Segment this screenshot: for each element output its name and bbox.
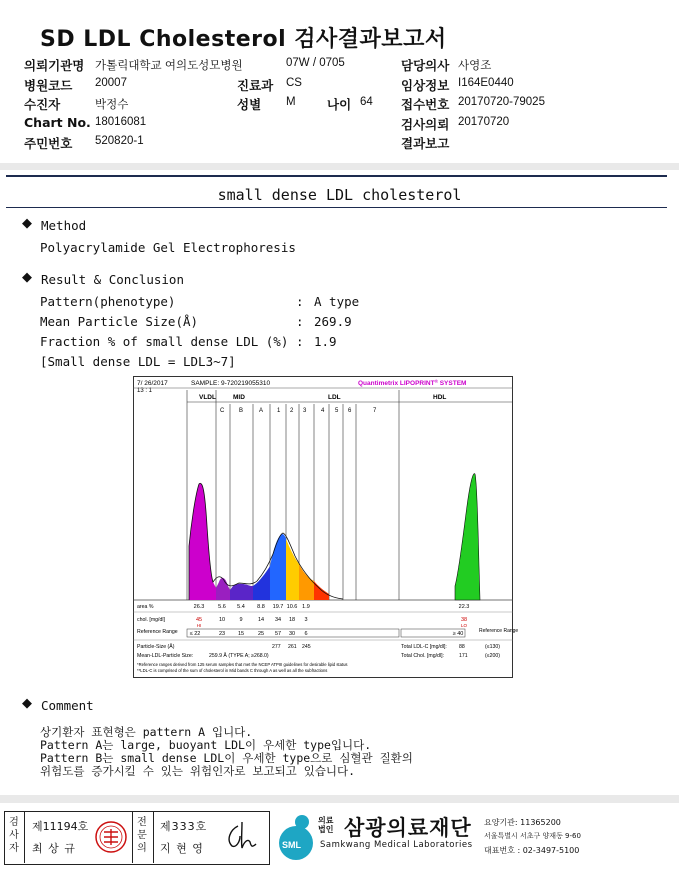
group-hdl: HDL bbox=[433, 394, 447, 401]
signature-mark bbox=[224, 818, 264, 854]
specialist-license: 제333호 bbox=[160, 820, 208, 833]
svg-text:8.8: 8.8 bbox=[257, 604, 265, 610]
group-ldl: LDL bbox=[328, 394, 341, 401]
comment-line-1: 상기환자 표현형은 pattern A 입니다. bbox=[40, 725, 253, 739]
result-note: [Small dense LDL = LDL3~7] bbox=[40, 354, 236, 369]
comment-line-2: Pattern A는 large, buoyant LDL이 우세한 type입니다. bbox=[40, 738, 372, 752]
patient-value: 박정수 bbox=[95, 99, 129, 111]
mean-value: 259.9 Å (TYPE A; ≥268.0) bbox=[209, 653, 269, 659]
svg-text:14: 14 bbox=[257, 617, 265, 623]
org-phone: 대표번호 : 02-3497-5100 bbox=[484, 846, 580, 855]
ref-label-right: Reference Range bbox=[479, 628, 519, 634]
sml-logo-icon bbox=[272, 812, 318, 862]
institution-code: 요양기관: 11365200 bbox=[484, 818, 561, 827]
chart-brand: Quantimetrix LIPOPRINT® SYSTEM bbox=[358, 379, 467, 387]
footnote-1: *Reference ranges derived from 125 serum samples that met the NCEP ATPIII guidelines for desirable lipid status bbox=[137, 662, 348, 667]
svg-text:30: 30 bbox=[288, 631, 296, 637]
divider-bar bbox=[0, 163, 679, 170]
section-title: small dense LDL cholesterol bbox=[217, 186, 462, 204]
svg-text:277: 277 bbox=[272, 644, 281, 650]
chart-sub: 13 : 1 bbox=[137, 388, 153, 394]
dept-label: 진료과 bbox=[237, 78, 274, 93]
role-specialist: 전문의 bbox=[137, 817, 147, 854]
band-a: A bbox=[259, 408, 264, 414]
result-sep: : bbox=[296, 314, 304, 329]
result-sep: : bbox=[296, 334, 304, 349]
svg-text:22.3: 22.3 bbox=[458, 604, 470, 610]
svg-text:45: 45 bbox=[195, 617, 203, 623]
patient-label: 수진자 bbox=[24, 97, 61, 112]
result-value-fraction: 1.9 bbox=[314, 334, 337, 349]
role-tester: 검사자 bbox=[9, 817, 19, 854]
comment-line-3: Pattern B는 small dense LDL이 우세한 type으로 심혈관 질환의 bbox=[40, 751, 413, 765]
svg-text:5.4: 5.4 bbox=[237, 604, 245, 610]
group-mid: MID bbox=[233, 394, 245, 401]
svg-text:88: 88 bbox=[459, 644, 465, 650]
section-top-rule bbox=[6, 175, 667, 177]
receipt-no-value: 20170720-79025 bbox=[458, 96, 545, 108]
hospital-label: 의뢰기관명 bbox=[24, 58, 85, 73]
hospital-code-value: 20007 bbox=[95, 77, 127, 89]
svg-text:HI: HI bbox=[196, 623, 202, 628]
svg-text:34: 34 bbox=[274, 617, 282, 623]
group-vldl: VLDL bbox=[199, 394, 216, 401]
mid-b-peak bbox=[230, 584, 253, 600]
sex-label: 성별 bbox=[237, 97, 262, 112]
clinical-info-label: 임상정보 bbox=[401, 78, 450, 93]
svg-text:3: 3 bbox=[304, 617, 308, 623]
resident-no-label: 주민번호 bbox=[24, 136, 73, 151]
band-c: C bbox=[220, 408, 225, 414]
doctor-label: 담당의사 bbox=[401, 58, 450, 73]
bullet-diamond-icon: ◆ bbox=[22, 216, 32, 231]
svg-text:10.6: 10.6 bbox=[286, 604, 298, 610]
seal-stamp-icon bbox=[94, 820, 128, 854]
hospital-value: 가톨릭대학교 여의도성모병원 bbox=[95, 60, 243, 72]
result-label-fraction: Fraction % of small dense LDL (%) bbox=[40, 334, 289, 349]
band-3: 3 bbox=[303, 408, 307, 414]
request-date-label: 검사의뢰 bbox=[401, 117, 450, 132]
hospital-code-label: 병원코드 bbox=[24, 78, 73, 93]
band-6: 6 bbox=[348, 408, 352, 414]
bullet-diamond-icon: ◆ bbox=[22, 696, 32, 711]
method-text: Polyacrylamide Gel Electrophoresis bbox=[40, 240, 296, 255]
result-label-size: Mean Particle Size(Å) bbox=[40, 314, 199, 329]
band-2: 2 bbox=[290, 408, 294, 414]
svg-text:6: 6 bbox=[304, 631, 308, 637]
resident-no-value: 520820-1 bbox=[95, 135, 144, 147]
mean-label: Mean-LDL-Particle Size: bbox=[137, 653, 194, 659]
comment-heading: Comment bbox=[41, 698, 94, 713]
org-prefix: 의료법인 bbox=[318, 816, 334, 834]
svg-text:SML: SML bbox=[282, 840, 301, 850]
svg-text:38: 38 bbox=[460, 617, 468, 623]
chart-date: 7/ 26/2017 bbox=[137, 380, 168, 387]
result-sep: : bbox=[296, 294, 304, 309]
chart-sample: SAMPLE: 9-720219055310 bbox=[191, 380, 271, 387]
svg-text:19.7: 19.7 bbox=[272, 604, 284, 610]
svg-text:(≤200): (≤200) bbox=[485, 653, 500, 659]
svg-text:1.9: 1.9 bbox=[302, 604, 310, 610]
result-heading: Result & Conclusion bbox=[41, 272, 184, 287]
svg-text:26.3: 26.3 bbox=[193, 604, 205, 610]
chart-no-label: Chart No. bbox=[24, 115, 91, 130]
org-name-en: Samkwang Medical Laboratories bbox=[320, 840, 473, 850]
svg-text:9: 9 bbox=[239, 617, 243, 623]
request-date-value: 20170720 bbox=[458, 116, 510, 128]
particle-label: Particle-Size (Å) bbox=[137, 644, 175, 650]
svg-text:10: 10 bbox=[218, 617, 226, 623]
chol-label: chol. [mg/dl] bbox=[137, 617, 165, 623]
svg-text:5.6: 5.6 bbox=[218, 604, 226, 610]
svg-text:261: 261 bbox=[288, 644, 297, 650]
svg-text:≤ 22: ≤ 22 bbox=[189, 631, 201, 637]
report-title: SD LDL Cholesterol 검사결과보고서 bbox=[40, 27, 447, 52]
band-7: 7 bbox=[373, 408, 377, 414]
report-date-label: 결과보고 bbox=[401, 136, 450, 151]
svg-text:18: 18 bbox=[288, 617, 296, 623]
ward-value: 07W / 0705 bbox=[286, 57, 345, 69]
specialist-name: 지 현 영 bbox=[160, 842, 204, 855]
chart-no-value: 18016081 bbox=[95, 116, 147, 128]
receipt-no-label: 접수번호 bbox=[401, 97, 450, 112]
svg-text:≥ 40: ≥ 40 bbox=[452, 631, 464, 637]
svg-text:25: 25 bbox=[257, 631, 265, 637]
footnote-2: **LDL-C is comprised of the sum of cholesterol in Mid bands C through A as well as all the subfractions bbox=[137, 668, 328, 673]
svg-text:(≤130): (≤130) bbox=[485, 644, 500, 650]
svg-text:245: 245 bbox=[302, 644, 311, 650]
doctor-value: 사영조 bbox=[458, 60, 492, 72]
method-heading: Method bbox=[41, 218, 87, 233]
svg-text:171: 171 bbox=[459, 653, 468, 659]
bullet-diamond-icon: ◆ bbox=[22, 270, 32, 285]
band-5: 5 bbox=[335, 408, 339, 414]
comment-line-4: 위험도를 증가시킬 수 있는 위험인자로 보고되고 있습니다. bbox=[40, 764, 356, 778]
area-label: area % bbox=[137, 604, 154, 610]
svg-text:57: 57 bbox=[274, 631, 282, 637]
sex-value: M bbox=[286, 96, 296, 108]
tester-name: 최 상 규 bbox=[32, 842, 76, 855]
org-address: 서울특별시 서초구 양재동 9-60 bbox=[484, 832, 581, 840]
total-chol-label: Total Chol. [mg/dl]: bbox=[401, 653, 444, 659]
svg-text:23: 23 bbox=[218, 631, 226, 637]
section-bottom-rule bbox=[6, 207, 667, 208]
tester-license: 제11194호 bbox=[32, 820, 89, 833]
result-value-pattern: A type bbox=[314, 294, 360, 309]
svg-text:LO: LO bbox=[460, 623, 468, 628]
band-b: B bbox=[239, 408, 244, 414]
dept-value: CS bbox=[286, 77, 302, 89]
band-4: 4 bbox=[321, 408, 325, 414]
result-value-size: 269.9 bbox=[314, 314, 352, 329]
org-name: 삼광의료재단 bbox=[344, 816, 472, 840]
clinical-info-value: I164E0440 bbox=[458, 77, 514, 89]
result-label-pattern: Pattern(phenotype) bbox=[40, 294, 176, 309]
ref-label: Reference Range bbox=[137, 629, 178, 635]
age-label: 나이 bbox=[327, 97, 352, 112]
svg-text:15: 15 bbox=[237, 631, 245, 637]
age-value: 64 bbox=[360, 96, 373, 108]
total-ldl-label: Total LDL-C [mg/dl]: bbox=[401, 644, 447, 650]
lipoprint-chart bbox=[133, 376, 519, 678]
band-1: 1 bbox=[277, 408, 281, 414]
footer-divider bbox=[0, 795, 679, 803]
